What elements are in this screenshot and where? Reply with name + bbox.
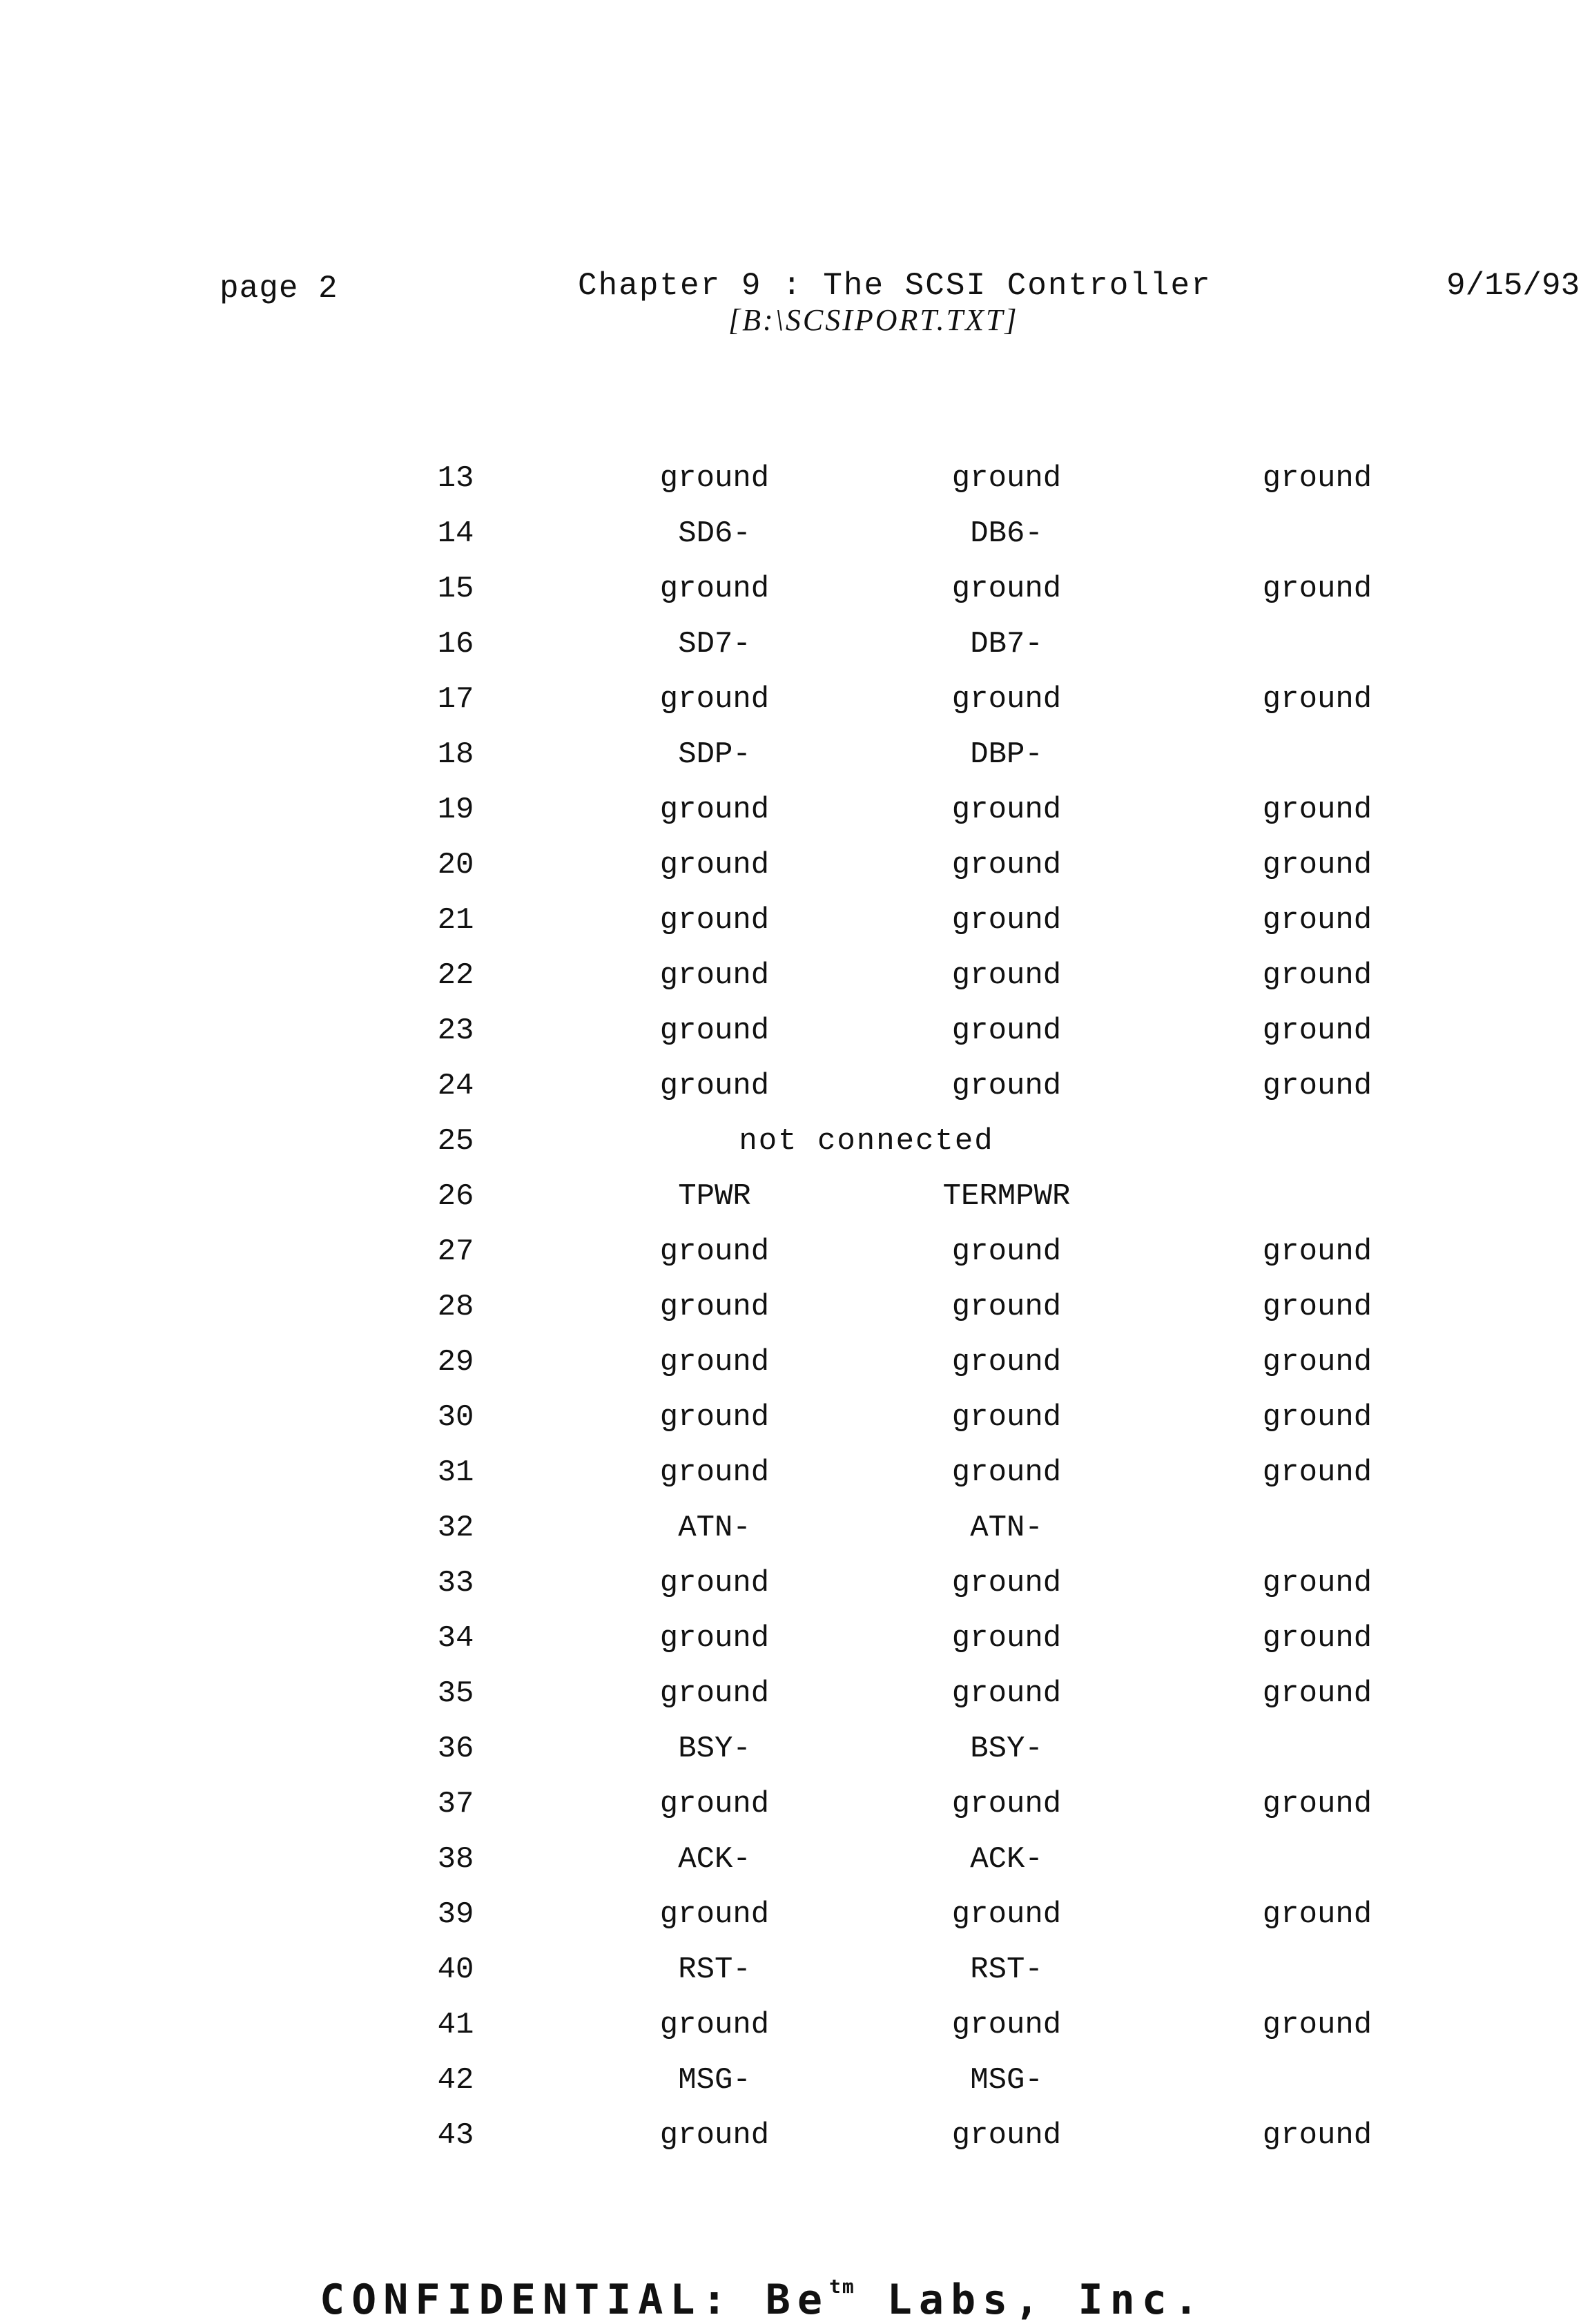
- ground-cell: ground: [1262, 1787, 1372, 1821]
- signal-name-cell: TPWR: [678, 1179, 751, 1214]
- table-row: [0, 1566, 1592, 1621]
- db25-signal-cell: ground: [951, 682, 1062, 717]
- signal-name-cell: ground: [659, 2118, 770, 2153]
- ground-cell: ground: [1262, 1069, 1372, 1103]
- table-row: [0, 903, 1592, 958]
- table-row: [0, 627, 1592, 682]
- page-number: page 2: [220, 271, 338, 307]
- ground-cell: ground: [1262, 461, 1372, 496]
- table-row: [0, 1124, 1592, 1179]
- pin-number-cell: 38: [437, 1842, 474, 1877]
- signal-name-cell: ATN-: [678, 1511, 751, 1545]
- signal-name-cell: ground: [659, 1345, 770, 1379]
- file-path: [B:\SCSIPORT.TXT]: [728, 303, 1019, 337]
- table-row: [0, 1787, 1592, 1842]
- table-row: [0, 848, 1592, 903]
- pin-number-cell: 30: [437, 1400, 474, 1435]
- ground-cell: ground: [1262, 958, 1372, 993]
- table-row: [0, 793, 1592, 848]
- ground-cell: ground: [1262, 1455, 1372, 1490]
- db25-signal-cell: ground: [951, 1676, 1062, 1711]
- pin-number-cell: 41: [437, 2008, 474, 2042]
- table-row: [0, 1676, 1592, 1732]
- confidential-footer: [320, 2275, 1205, 2324]
- signal-name-cell: ground: [659, 1455, 770, 1490]
- table-row: [0, 1732, 1592, 1787]
- chapter-title: Chapter 9 : The SCSI Controller: [578, 268, 1212, 304]
- trademark-mark: tm: [828, 2275, 855, 2298]
- signal-name-cell: MSG-: [678, 2063, 751, 2098]
- db25-signal-cell: ground: [951, 2118, 1062, 2153]
- table-row: [0, 572, 1592, 627]
- signal-name-cell: ground: [659, 1234, 770, 1269]
- signal-name-cell: SDP-: [678, 737, 751, 772]
- table-row: [0, 461, 1592, 516]
- ground-cell: ground: [1262, 848, 1372, 882]
- table-row: [0, 516, 1592, 572]
- db25-signal-cell: ground: [951, 1014, 1062, 1048]
- db25-signal-cell: DB6-: [970, 516, 1043, 551]
- table-row: [0, 1621, 1592, 1676]
- table-row: [0, 737, 1592, 793]
- ground-cell: ground: [1262, 1014, 1372, 1048]
- footer-text-after: Labs, Inc.: [855, 2276, 1206, 2324]
- ground-cell: ground: [1262, 1290, 1372, 1324]
- signal-name-cell: ground: [659, 682, 770, 717]
- table-row: [0, 1234, 1592, 1290]
- table-row: [0, 2008, 1592, 2063]
- db25-signal-cell: BSY-: [970, 1732, 1043, 1766]
- pin-number-cell: 42: [437, 2063, 474, 2098]
- ground-cell: ground: [1262, 1566, 1372, 1600]
- signal-name-cell: ground: [659, 1069, 770, 1103]
- db25-signal-cell: ATN-: [970, 1511, 1043, 1545]
- signal-name-cell: ground: [659, 1566, 770, 1600]
- pin-number-cell: 18: [437, 737, 474, 772]
- pin-number-cell: 28: [437, 1290, 474, 1324]
- table-row: [0, 1069, 1592, 1124]
- pin-number-cell: 37: [437, 1787, 474, 1821]
- db25-signal-cell: ground: [951, 1345, 1062, 1379]
- footer-text-before: CONFIDENTIAL: Be: [320, 2276, 829, 2324]
- signal-name-cell: ground: [659, 1014, 770, 1048]
- ground-cell: ground: [1262, 793, 1372, 827]
- signal-name-cell: ground: [659, 461, 770, 496]
- table-row: [0, 1953, 1592, 2008]
- table-row: [0, 682, 1592, 737]
- signal-name-cell: ground: [659, 848, 770, 882]
- signal-name-cell: SD7-: [678, 627, 751, 661]
- pin-number-cell: 34: [437, 1621, 474, 1656]
- ground-cell: ground: [1262, 682, 1372, 717]
- pin-number-cell: 24: [437, 1069, 474, 1103]
- db25-signal-cell: RST-: [970, 1953, 1043, 1987]
- signal-name-cell: ground: [659, 793, 770, 827]
- table-row: [0, 2118, 1592, 2173]
- pin-number-cell: 22: [437, 958, 474, 993]
- table-row: [0, 1842, 1592, 1897]
- pin-number-cell: 29: [437, 1345, 474, 1379]
- db25-signal-cell: ground: [951, 461, 1062, 496]
- ground-cell: ground: [1262, 2118, 1372, 2153]
- signal-name-cell: SD6-: [678, 516, 751, 551]
- pin-number-cell: 40: [437, 1953, 474, 1987]
- pin-number-cell: 17: [437, 682, 474, 717]
- signal-name-cell: ground: [659, 1897, 770, 1932]
- table-row: [0, 1455, 1592, 1511]
- db25-signal-cell: ground: [951, 1069, 1062, 1103]
- table-row: [0, 2063, 1592, 2118]
- db25-signal-cell: ground: [951, 1234, 1062, 1269]
- ground-cell: ground: [1262, 1897, 1372, 1932]
- signal-name-cell: ground: [659, 958, 770, 993]
- ground-cell: ground: [1262, 903, 1372, 938]
- pin-number-cell: 36: [437, 1732, 474, 1766]
- db25-signal-cell: ground: [951, 1455, 1062, 1490]
- signal-name-cell: ground: [659, 2008, 770, 2042]
- db25-signal-cell: ground: [951, 1566, 1062, 1600]
- pin-number-cell: 19: [437, 793, 474, 827]
- db25-signal-cell: DB7-: [970, 627, 1043, 661]
- pin-number-cell: 20: [437, 848, 474, 882]
- db25-signal-cell: ground: [951, 848, 1062, 882]
- ground-cell: ground: [1262, 1400, 1372, 1435]
- db25-signal-cell: ground: [951, 2008, 1062, 2042]
- db25-signal-cell: ground: [951, 572, 1062, 606]
- signal-name-cell: RST-: [678, 1953, 751, 1987]
- ground-cell: ground: [1262, 1621, 1372, 1656]
- table-row: [0, 1400, 1592, 1455]
- db25-signal-cell: ACK-: [970, 1842, 1043, 1877]
- table-row: [0, 1897, 1592, 1953]
- ground-cell: ground: [1262, 1345, 1372, 1379]
- pin-number-cell: 23: [437, 1014, 474, 1048]
- signal-name-cell: ground: [659, 1787, 770, 1821]
- pin-number-cell: 26: [437, 1179, 474, 1214]
- table-row: [0, 1345, 1592, 1400]
- document-date: 9/15/93: [1446, 268, 1580, 304]
- db25-signal-cell: ground: [951, 793, 1062, 827]
- pin-number-cell: 32: [437, 1511, 474, 1545]
- db25-signal-cell: MSG-: [970, 2063, 1043, 2098]
- ground-cell: ground: [1262, 1234, 1372, 1269]
- ground-cell: ground: [1262, 2008, 1372, 2042]
- ground-cell: ground: [1262, 1676, 1372, 1711]
- table-row: [0, 1179, 1592, 1234]
- signal-name-cell: ground: [659, 1621, 770, 1656]
- pin-number-cell: 25: [437, 1124, 474, 1159]
- pin-number-cell: 33: [437, 1566, 474, 1600]
- signal-name-cell: ground: [659, 1290, 770, 1324]
- table-row: [0, 1014, 1592, 1069]
- db25-signal-cell: ground: [951, 1621, 1062, 1656]
- signal-name-cell: ground: [659, 1400, 770, 1435]
- db25-signal-cell: ground: [951, 1400, 1062, 1435]
- pin-number-cell: 16: [437, 627, 474, 661]
- pin-number-cell: 21: [437, 903, 474, 938]
- db25-signal-cell: DBP-: [970, 737, 1043, 772]
- pin-number-cell: 27: [437, 1234, 474, 1269]
- signal-name-cell: ground: [659, 903, 770, 938]
- db25-signal-cell: ground: [951, 903, 1062, 938]
- pin-number-cell: 39: [437, 1897, 474, 1932]
- db25-signal-cell: ground: [951, 1897, 1062, 1932]
- table-row: [0, 1511, 1592, 1566]
- pin-number-cell: 13: [437, 461, 474, 496]
- signal-name-cell: ACK-: [678, 1842, 751, 1877]
- db25-signal-cell: ground: [951, 1290, 1062, 1324]
- not-connected-cell: not connected: [739, 1124, 994, 1159]
- pin-number-cell: 15: [437, 572, 474, 606]
- pin-number-cell: 14: [437, 516, 474, 551]
- pin-number-cell: 31: [437, 1455, 474, 1490]
- pin-number-cell: 35: [437, 1676, 474, 1711]
- signal-name-cell: ground: [659, 1676, 770, 1711]
- db25-signal-cell: ground: [951, 958, 1062, 993]
- table-row: [0, 1290, 1592, 1345]
- signal-name-cell: BSY-: [678, 1732, 751, 1766]
- signal-name-cell: ground: [659, 572, 770, 606]
- pin-number-cell: 43: [437, 2118, 474, 2153]
- db25-signal-cell: TERMPWR: [942, 1179, 1071, 1214]
- table-row: [0, 958, 1592, 1014]
- db25-signal-cell: ground: [951, 1787, 1062, 1821]
- ground-cell: ground: [1262, 572, 1372, 606]
